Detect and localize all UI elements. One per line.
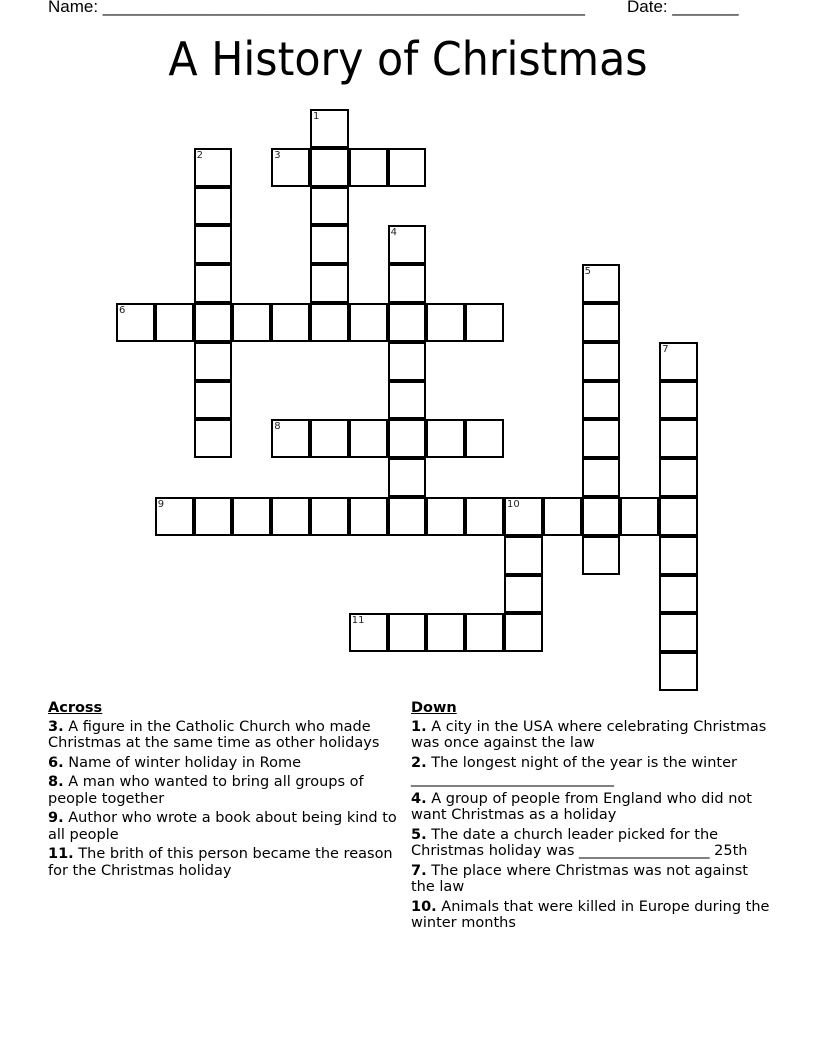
grid-cell[interactable] [659,419,698,458]
down-clue [411,863,771,896]
clue-number: 3. [48,718,64,735]
grid-cell[interactable] [349,303,388,342]
grid-cell[interactable] [388,303,427,342]
grid-cell[interactable] [155,497,194,536]
grid-cell[interactable] [659,575,698,614]
clue-number: 11 [351,615,365,627]
grid-cell[interactable] [504,497,543,536]
clue-number: 4 [390,227,397,239]
across-clue [48,719,398,752]
clue-text: A city in the USA where celebrating Christmas was once against the law [411,718,767,751]
clue-number: 4. [411,790,427,807]
clue-number: 7 [662,343,669,355]
grid-cell[interactable] [310,303,349,342]
grid-cell[interactable] [388,225,427,264]
grid-cell[interactable] [349,497,388,536]
across-clue [48,774,398,807]
grid-cell[interactable] [582,381,621,420]
down-clue [411,899,771,932]
grid-cell[interactable] [388,381,427,420]
grid-cell[interactable] [310,187,349,226]
grid-cell[interactable] [582,264,621,303]
across-clues [48,700,398,882]
grid-cell[interactable] [426,613,465,652]
grid-cell[interactable] [426,419,465,458]
grid-cell[interactable] [426,497,465,536]
clue-number: 9 [157,499,165,510]
clue-text: Author who wrote a book about being kind to all people [48,810,397,843]
down-clues [411,700,771,935]
clue-number: 6 [119,305,126,316]
grid-cell[interactable] [349,613,388,652]
down-clue [411,827,771,860]
clue-number: 2. [411,754,427,771]
grid-cell[interactable] [504,536,543,575]
grid-cell[interactable] [194,264,233,303]
grid-cell[interactable] [582,342,621,381]
clue-text: The date a church leader picked for the Christmas holiday was __________________ 25th [411,826,748,859]
down-heading: Down [411,700,457,716]
grid-cell[interactable] [310,148,349,187]
grid-cell[interactable] [659,497,698,536]
grid-cell[interactable] [582,497,621,536]
clue-number: 8. [48,774,64,790]
clue-number: 8 [274,421,281,433]
clue-number: 7. [411,862,427,879]
across-clue-list [48,719,398,880]
grid-cell[interactable] [388,458,427,497]
clue-number: 6. [48,754,64,771]
grid-cell[interactable] [310,264,349,303]
clue-text: Animals that were killed in Europe during the winter months [411,898,770,931]
page-title: A History of Christmas [168,32,648,86]
across-clue [48,846,398,879]
grid-cell[interactable] [349,419,388,458]
grid-cell[interactable] [271,419,310,458]
grid-cell[interactable] [465,613,504,652]
grid-cell[interactable] [504,575,543,614]
clue-number: 9. [48,810,64,826]
grid-cell[interactable] [659,458,698,497]
clue-text: A figure in the Catholic Church who made Christmas at the same time as other holidays [48,718,380,751]
grid-cell[interactable] [194,225,233,264]
clue-number: 5 [584,266,591,278]
clue-number: 10. [411,898,437,915]
grid-cell[interactable] [388,342,427,381]
grid-cell[interactable] [543,497,582,536]
grid-cell[interactable] [194,303,233,342]
grid-cell[interactable] [194,187,233,226]
grid-cell[interactable] [620,497,659,536]
clue-number: 5. [411,826,427,843]
clue-number: 3 [274,149,281,161]
across-clue [48,755,398,772]
grid-cell[interactable] [388,148,427,187]
grid-cell[interactable] [271,148,310,187]
down-clue [411,755,771,788]
grid-cell[interactable] [194,419,233,458]
header-line [48,0,768,17]
clue-number: 1 [313,111,320,122]
clue-text: The brith of this person became the reason for the Christmas holiday [48,846,393,879]
grid-cell[interactable] [310,225,349,264]
down-clue [411,791,771,824]
crossword-grid [117,110,717,710]
grid-cell[interactable] [582,458,621,497]
down-clue [411,719,771,752]
clue-text: The longest night of the year is the winter ____________________________ [411,754,737,787]
clue-number: 1. [411,718,427,735]
grid-cell[interactable] [582,419,621,458]
grid-cell[interactable] [388,264,427,303]
grid-cell[interactable] [426,303,465,342]
across-heading: Across [48,700,103,716]
grid-cell[interactable] [194,342,233,381]
grid-cell[interactable] [349,148,388,187]
grid-cell[interactable] [465,419,504,458]
grid-cell[interactable] [465,497,504,536]
grid-cell[interactable] [155,303,194,342]
clue-text: Name of winter holiday in Rome [68,754,302,771]
grid-cell[interactable] [116,303,155,342]
grid-cell[interactable] [271,497,310,536]
grid-cell[interactable] [310,109,349,148]
grid-cell[interactable] [232,303,271,342]
grid-cell[interactable] [232,497,271,536]
grid-cell[interactable] [194,381,233,420]
name-field[interactable]: Name: ___________________________________________________ [48,0,585,16]
grid-cell[interactable] [388,497,427,536]
grid-cell[interactable] [659,652,698,691]
clue-text: A man who wanted to bring all groups of people together [48,774,364,807]
grid-cell[interactable] [465,303,504,342]
grid-cell[interactable] [659,613,698,652]
clue-number: 11. [48,846,74,862]
down-clue-list [411,719,771,932]
date-field[interactable]: Date: _______ [627,0,739,16]
grid-cell[interactable] [388,419,427,458]
grid-cell[interactable] [582,536,621,575]
clue-text: The place where Christmas was not against the law [411,862,748,895]
grid-cell[interactable] [659,536,698,575]
clue-number: 2 [196,149,203,161]
grid-cell[interactable] [194,148,233,187]
grid-cell[interactable] [310,497,349,536]
grid-cell[interactable] [504,613,543,652]
grid-cell[interactable] [310,419,349,458]
grid-cell[interactable] [659,381,698,420]
grid-cell[interactable] [582,303,621,342]
grid-cell[interactable] [194,497,233,536]
clue-text: A group of people from England who did not want Christmas as a holiday [411,790,752,823]
grid-cell[interactable] [659,342,698,381]
clue-number: 10 [507,499,520,510]
grid-cell[interactable] [388,613,427,652]
across-clue [48,810,398,843]
grid-cell[interactable] [271,303,310,342]
